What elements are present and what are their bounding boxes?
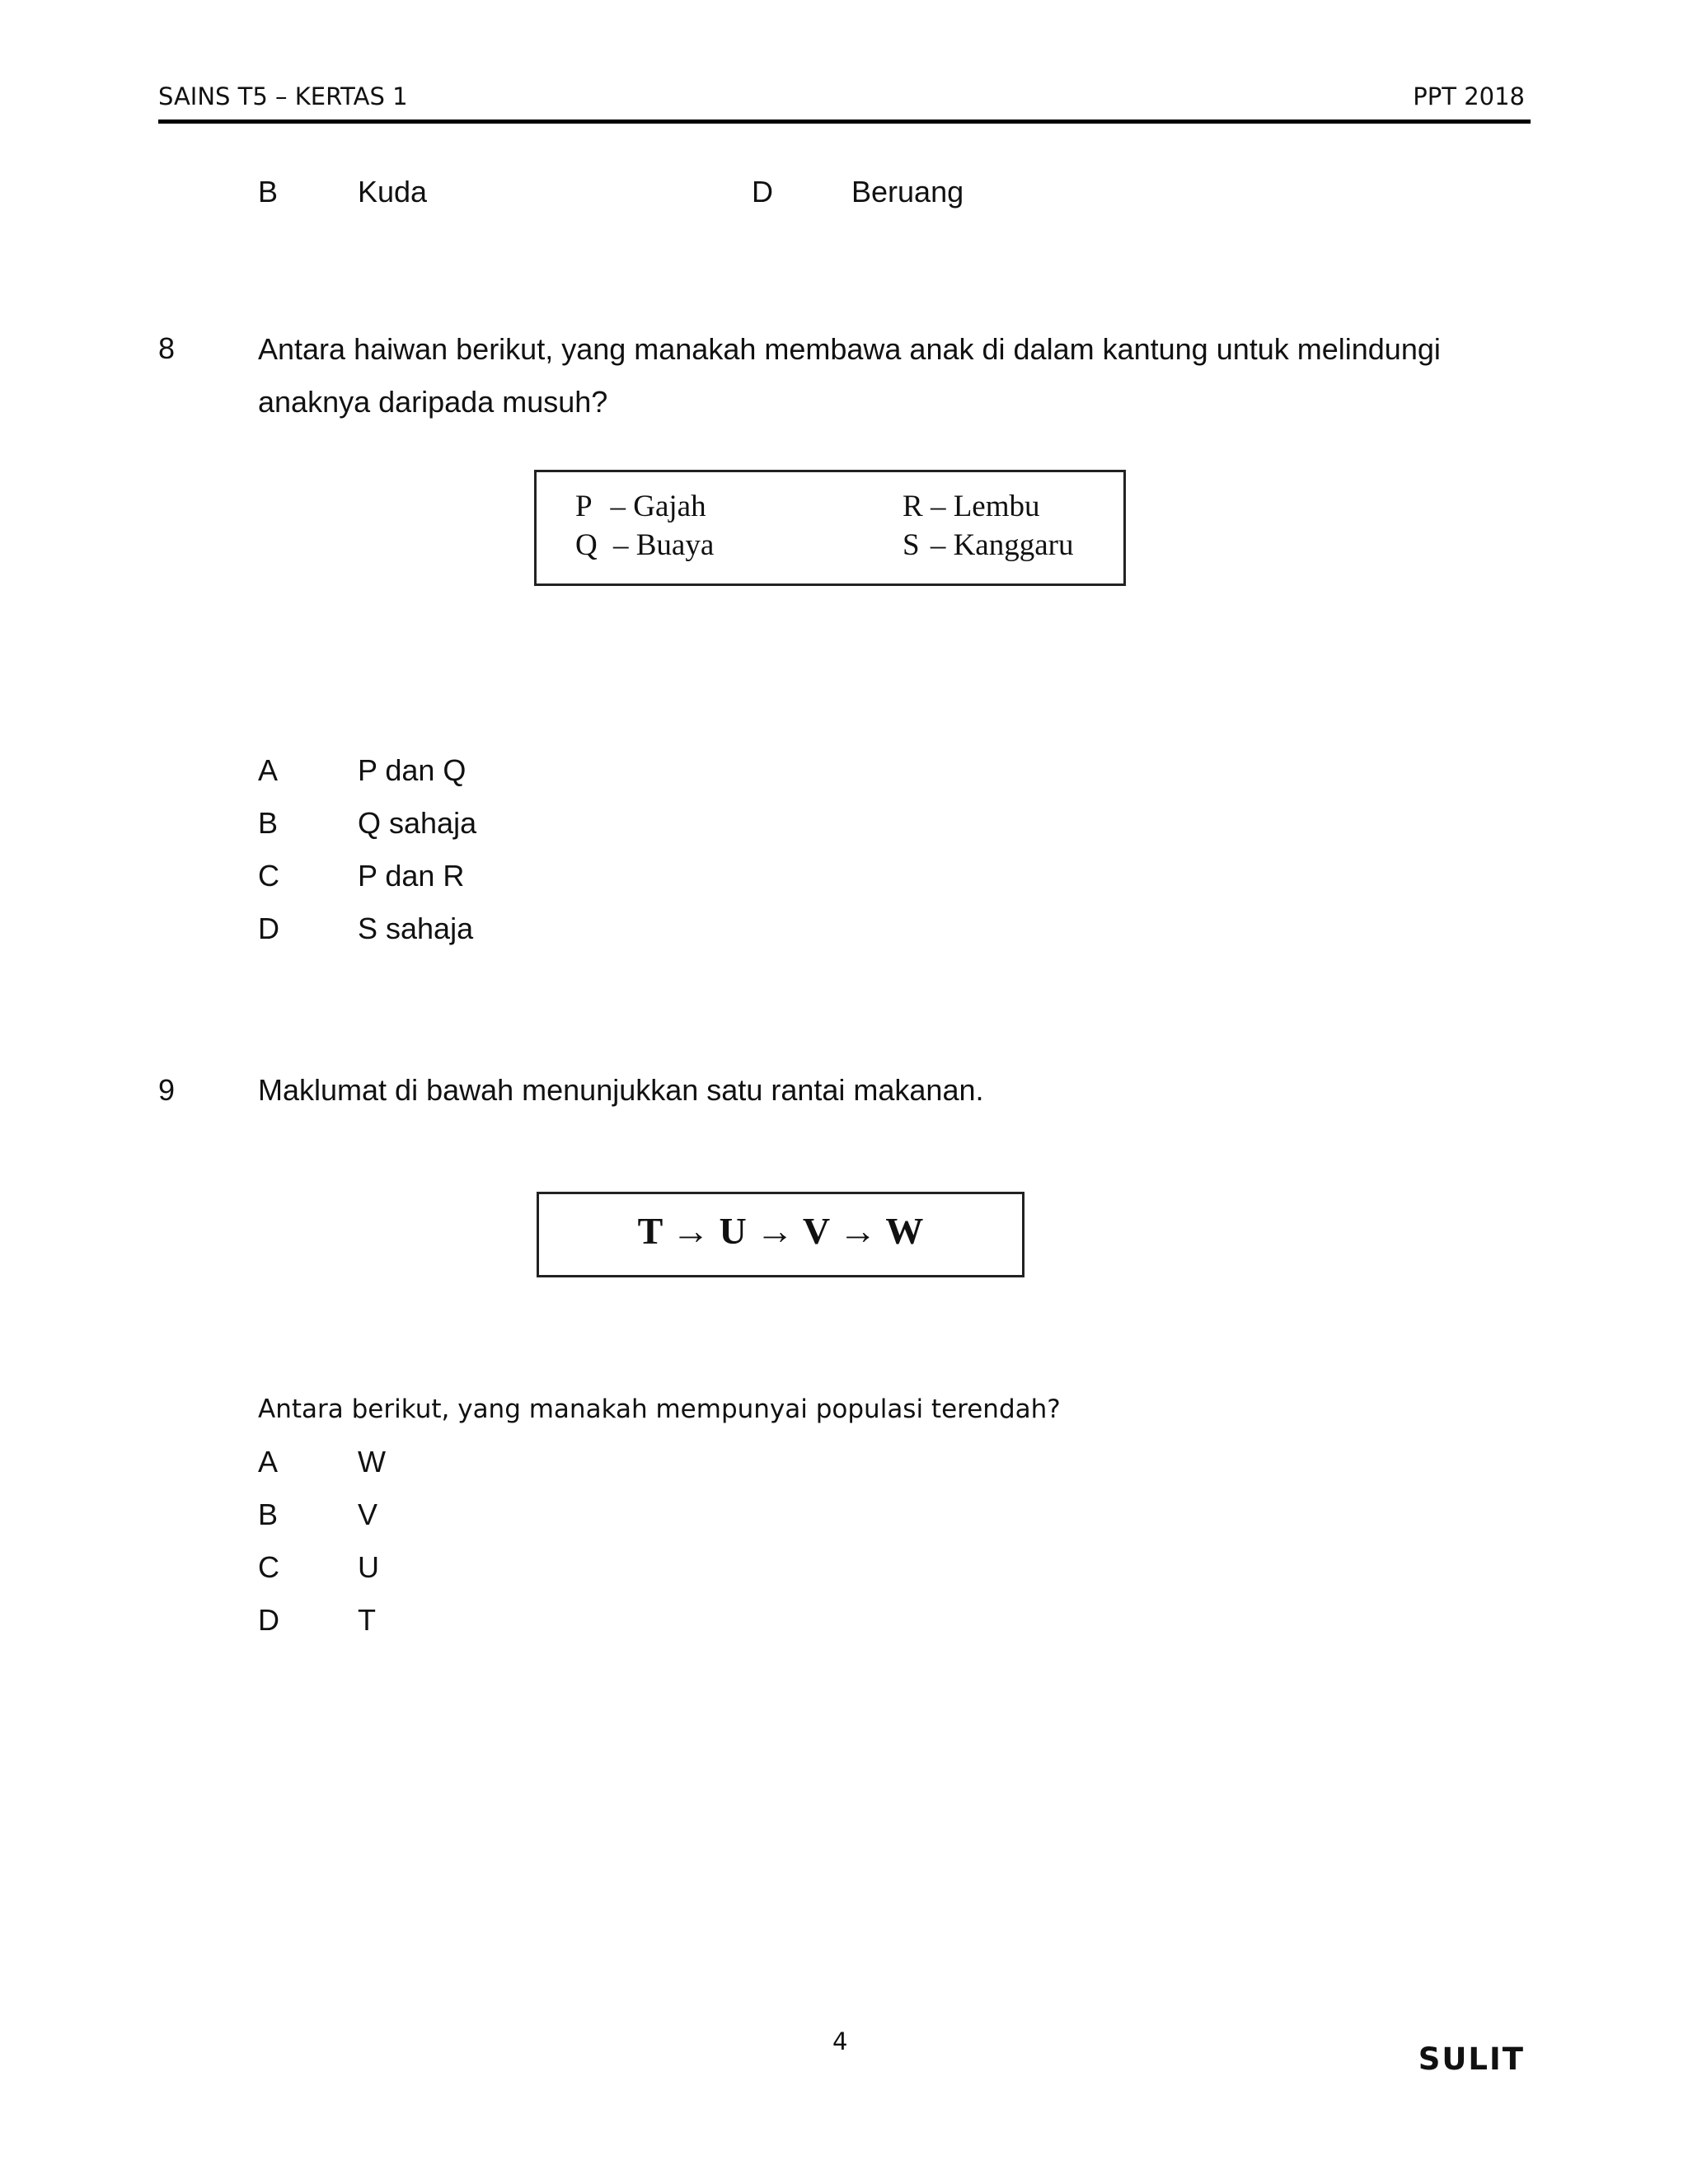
chain-organism-w: W <box>885 1210 924 1252</box>
q8-option-letter-c: C <box>258 859 279 893</box>
arrow-right-icon: → <box>838 1210 877 1252</box>
chain-organism-t: T <box>637 1210 663 1252</box>
q8-option-text-a: P dan Q <box>358 753 467 787</box>
question-9-text: Maklumat di bawah menunjukkan satu rantai makanan. <box>258 1073 984 1107</box>
info-item-q-name: Buaya <box>635 528 715 562</box>
info-item-q: Q – Buaya <box>575 528 715 562</box>
info-item-r-label: R <box>903 490 923 523</box>
q8-option-text-d: S sahaja <box>358 912 474 945</box>
food-chain-box <box>537 1192 1025 1277</box>
q9-option-letter-a: A <box>258 1445 279 1479</box>
q8-option-letter-a: A <box>258 753 279 787</box>
q9-option-letter-c: C <box>258 1550 279 1584</box>
question-8-number: 8 <box>158 331 176 365</box>
prev-option-letter-b: B <box>258 175 279 209</box>
info-item-p: P – Gajah <box>575 490 706 523</box>
question-9-sub-question: Antara berikut, yang manakah mempunyai populasi terendah? <box>258 1394 1061 1424</box>
chain-organism-v: V <box>802 1210 830 1252</box>
question-9-number: 9 <box>158 1073 176 1107</box>
q9-option-letter-d: D <box>258 1603 279 1637</box>
q8-option-letter-b: B <box>258 806 279 840</box>
info-item-p-name: Gajah <box>633 490 706 523</box>
info-item-q-label: Q <box>575 528 598 562</box>
classification-label: SULIT <box>1418 2041 1525 2077</box>
info-item-r-name: Lembu <box>953 490 1040 523</box>
food-chain <box>539 1209 1022 1253</box>
info-item-s-label: S <box>903 528 920 562</box>
header-rule <box>158 120 1531 124</box>
prev-option-text-b: Kuda <box>358 175 428 209</box>
header-right-title: PPT 2018 <box>1413 82 1525 110</box>
header-left-title: SAINS T5 – KERTAS 1 <box>158 82 408 110</box>
chain-organism-u: U <box>719 1210 747 1252</box>
prev-option-letter-d: D <box>752 175 773 209</box>
q8-option-text-b: Q sahaja <box>358 806 477 840</box>
info-item-p-label: P <box>575 490 592 523</box>
question-8-info-box <box>534 470 1126 586</box>
q8-option-letter-d: D <box>258 912 279 945</box>
question-8-text: Antara haiwan berikut, yang manakah membawa anak di dalam kantung untuk melindungi anaknya daripada musuh? <box>258 332 1441 419</box>
q8-option-text-c: P dan R <box>358 859 465 893</box>
q9-option-text-a: W <box>358 1445 386 1479</box>
page-number: 4 <box>832 2027 848 2055</box>
arrow-right-icon: → <box>671 1210 710 1252</box>
arrow-right-icon: → <box>756 1210 795 1252</box>
q9-option-letter-b: B <box>258 1497 279 1531</box>
q9-option-text-b: V <box>358 1497 378 1531</box>
info-item-s: S – Kanggaru <box>903 528 1074 562</box>
info-item-r: R – Lembu <box>903 490 1040 523</box>
prev-option-text-d: Beruang <box>851 175 964 209</box>
q9-option-text-c: U <box>358 1550 379 1584</box>
q9-option-text-d: T <box>358 1603 376 1637</box>
info-item-s-name: Kanggaru <box>953 528 1074 562</box>
